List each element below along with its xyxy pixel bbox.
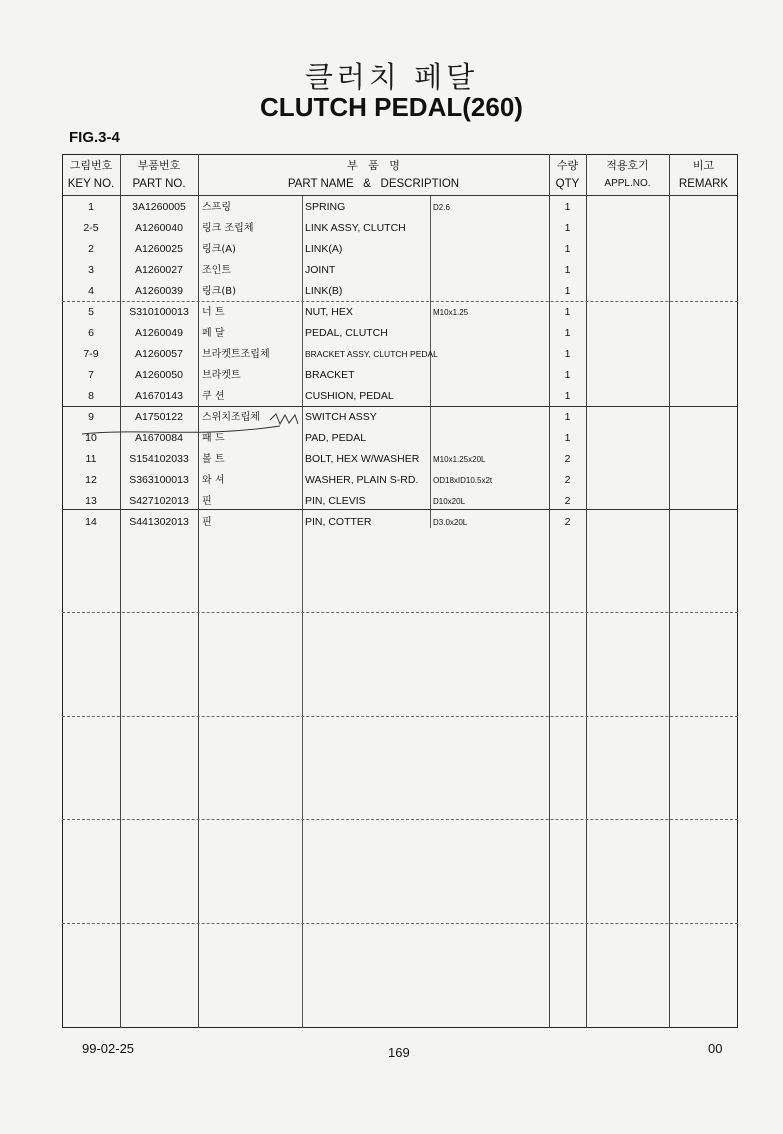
row-key-no: 10 — [85, 432, 97, 444]
row-key-no: 9 — [88, 411, 94, 423]
row-key-no: 14 — [85, 516, 97, 528]
row-part-name-english: BRACKET ASSY, CLUTCH PEDAL — [305, 349, 438, 359]
row-part-name-korean: 브라켓트 — [202, 370, 241, 381]
row-description: D2.6 — [433, 203, 450, 212]
header-qty-english: QTY — [555, 178, 580, 190]
row-part-name-korean: 링크 조립체 — [202, 223, 254, 234]
column-divider — [669, 154, 670, 1028]
row-part-no: A1260050 — [135, 369, 183, 381]
footer-revision: 00 — [708, 1041, 723, 1056]
header-remark-english: REMARK — [678, 178, 729, 190]
row-part-no: A1260039 — [135, 285, 183, 297]
row-qty: 2 — [564, 453, 571, 465]
row-part-no: S427102013 — [129, 495, 189, 507]
group-divider — [62, 612, 738, 613]
header-part-name — [198, 157, 549, 193]
row-part-no: A1670143 — [135, 390, 183, 402]
row-part-name-korean: 링크(A) — [202, 244, 236, 255]
row-part-name-korean: 스위치조립체 — [202, 412, 260, 423]
row-part-name-korean: 링크(B) — [202, 286, 236, 297]
row-qty: 2 — [564, 516, 571, 528]
row-part-name-english: PIN, COTTER — [305, 516, 372, 528]
row-qty: 1 — [564, 243, 571, 255]
footer-date: 99-02-25 — [82, 1041, 135, 1056]
row-part-name-korean: 패 드 — [202, 433, 225, 444]
column-divider — [198, 154, 199, 1028]
row-qty: 1 — [564, 411, 571, 423]
row-part-no: S363100013 — [129, 474, 189, 486]
row-part-name-english: SPRING — [305, 201, 346, 213]
row-part-name-english: LINK(B) — [305, 285, 343, 297]
row-part-name-korean: 볼 트 — [202, 454, 225, 465]
header-key-no-korean: 그림번호 — [69, 159, 113, 172]
row-qty: 1 — [564, 264, 571, 276]
row-part-name-english: BOLT, HEX W/WASHER — [305, 453, 420, 465]
row-qty: 1 — [564, 222, 571, 234]
row-part-name-english: JOINT — [305, 264, 336, 276]
header-part-name-english: PART NAME & DESCRIPTION — [287, 178, 460, 190]
row-part-no: 3A1260005 — [132, 201, 186, 213]
row-qty: 1 — [564, 390, 571, 402]
header-key-no — [62, 157, 120, 193]
row-part-name-english: WASHER, PLAIN S-RD. — [305, 474, 419, 486]
page-title-english: CLUTCH PEDAL(260) — [260, 92, 523, 122]
row-key-no: 7 — [88, 369, 94, 381]
row-part-name-english: CUSHION, PEDAL — [305, 390, 394, 402]
group-divider — [62, 819, 738, 820]
row-description: M10x1.25x20L — [433, 455, 486, 464]
row-part-name-korean: 핀 — [202, 496, 212, 507]
header-part-no — [120, 157, 198, 193]
row-qty: 1 — [564, 369, 571, 381]
row-key-no: 2 — [88, 243, 94, 255]
row-part-name-korean: 너 트 — [202, 307, 225, 318]
row-part-name-korean: 스프링 — [202, 202, 231, 213]
row-part-no: S154102033 — [129, 453, 189, 465]
header-remark — [669, 157, 738, 193]
row-key-no: 11 — [85, 453, 97, 465]
row-qty: 1 — [564, 432, 571, 444]
header-part-no-korean: 부품번호 — [137, 159, 181, 172]
row-part-name-english: PEDAL, CLUTCH — [305, 327, 388, 339]
header-key-no-english: KEY NO. — [67, 178, 115, 190]
row-part-name-english: NUT, HEX — [305, 306, 353, 318]
row-part-name-english: SWITCH ASSY — [305, 411, 377, 423]
row-key-no: 3 — [88, 264, 94, 276]
header-appl-no — [586, 157, 669, 193]
column-divider — [586, 154, 587, 1028]
row-part-name-korean: 브라켓트조립체 — [202, 349, 270, 360]
row-part-no: S310100013 — [129, 306, 189, 318]
row-qty: 1 — [564, 306, 571, 318]
row-description: D3.0x20L — [433, 518, 468, 527]
row-qty: 1 — [564, 348, 571, 360]
row-key-no: 12 — [85, 474, 97, 486]
row-part-no: A1260027 — [135, 264, 183, 276]
header-appl-no-korean: 적용호기 — [606, 159, 649, 172]
row-part-no: A1260040 — [135, 222, 183, 234]
header-qty — [549, 157, 586, 193]
row-qty: 2 — [564, 474, 571, 486]
row-description: M10x1.25 — [433, 308, 469, 317]
row-key-no: 4 — [88, 285, 94, 297]
row-part-name-english: LINK(A) — [305, 243, 343, 255]
row-description: OD18xID10.5x2t — [433, 476, 493, 485]
row-description: D10x20L — [433, 497, 466, 506]
header-appl-no-english: APPL.NO. — [604, 178, 651, 189]
row-key-no: 7-9 — [83, 348, 99, 360]
row-part-no: A1260025 — [135, 243, 183, 255]
row-qty: 1 — [564, 201, 571, 213]
row-part-name-english: PIN, CLEVIS — [305, 495, 366, 507]
row-key-no: 6 — [88, 327, 94, 339]
row-part-name-korean: 핀 — [202, 517, 212, 528]
row-qty: 2 — [564, 495, 571, 507]
row-key-no: 8 — [88, 390, 94, 402]
row-part-name-korean: 페 달 — [202, 328, 225, 339]
header-remark-korean: 비고 — [692, 159, 715, 172]
row-key-no: 5 — [88, 306, 94, 318]
row-key-no: 1 — [88, 201, 94, 213]
row-part-name-korean: 와 셔 — [202, 475, 225, 486]
header-part-name-korean: 부 품 명 — [347, 159, 400, 172]
row-part-name-korean: 조인트 — [202, 265, 231, 276]
row-part-name-english: BRACKET — [305, 369, 355, 381]
page-title-korean: 클러치 페달 — [304, 60, 479, 94]
row-part-name-english: PAD, PEDAL — [305, 432, 367, 444]
row-qty: 1 — [564, 327, 571, 339]
row-part-no: A1670084 — [135, 432, 183, 444]
row-part-no: A1260057 — [135, 348, 183, 360]
row-part-name-english: LINK ASSY, CLUTCH — [305, 222, 406, 234]
row-part-no: A1750122 — [135, 411, 183, 423]
row-part-no: S441302013 — [129, 516, 189, 528]
figure-label: FIG.3-4 — [69, 129, 120, 146]
row-part-no: A1260049 — [135, 327, 183, 339]
handwritten-strike-mark — [80, 408, 320, 448]
row-part-name-korean: 쿠 션 — [202, 391, 225, 402]
header-qty-korean: 수량 — [556, 159, 579, 172]
header-part-no-english: PART NO. — [132, 178, 186, 190]
row-key-no: 13 — [85, 495, 97, 507]
row-key-no: 2-5 — [83, 222, 99, 234]
group-divider — [62, 716, 738, 717]
header-divider — [62, 195, 738, 196]
column-divider — [430, 196, 431, 528]
footer-page-number: 169 — [388, 1045, 410, 1060]
row-qty: 1 — [564, 285, 571, 297]
group-divider — [62, 923, 738, 924]
